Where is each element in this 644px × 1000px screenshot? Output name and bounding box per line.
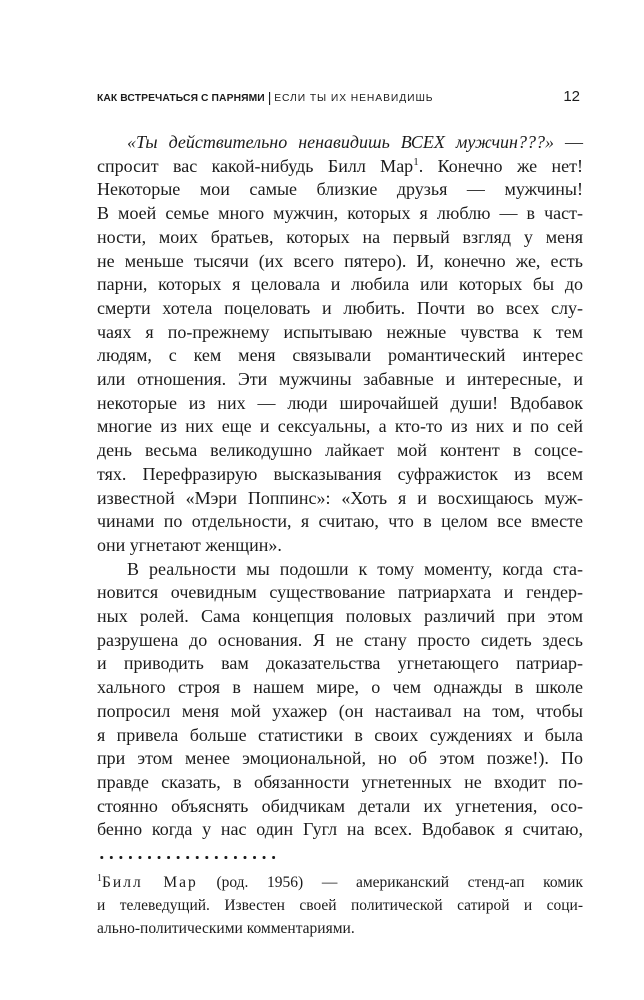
footnote [97,871,583,940]
text-line: многие из них еще и сексуальны, а кто-то из них и по сей [97,416,583,437]
text-line: ных ролей. Сама концепция половых различий при этом [97,606,583,627]
text-line: я привела больше статистики в своих суждениях и была [97,724,583,745]
page-number: 12 [563,88,580,105]
text-line: В моей семье много мужчин, которых я люблю — в част- [97,203,583,224]
text-line [97,131,583,155]
text-line: они угнетают женщин». [97,534,282,555]
text-line: В реальности мы подошли к тому моменту, когда ста- [127,558,583,579]
header-separator: | [267,89,272,105]
body-text [97,131,583,842]
text-line: смерти хотела поцеловать и любить. Почти во всех слу- [97,297,583,318]
text-line: хального строя в нашем мире, о чем однажды в школе [97,677,583,698]
opening-quote: «Ты действительно ненавидишь ВСЕХ мужчин???» [127,132,554,152]
text-line: попросил меня мой ухажер (он настаивал на том, чтобы [97,700,583,721]
text-segment: . Конечно же нет! [418,155,583,176]
text-line: ности, моих братьев, которых на первый взгляд у меня [97,226,583,247]
book-title: КАК ВСТРЕЧАТЬСЯ С ПАРНЯМИ [97,93,265,104]
text-line: людям, с кем меня связывали романтический интерес [97,345,583,366]
paragraph-1 [97,131,583,558]
footnote-line [97,871,583,894]
text-line: не меньше тысячи (их всего пятеро). И, конечно же, есть [97,250,583,271]
text-line: чаях я по-прежнему испытываю нежные чувства к тем [97,321,583,342]
text-line: или отношения. Эти мужчины забавные и интересные, и [97,369,583,390]
text-line: и приводить вам доказательства угнетающего патриар- [97,653,583,674]
text-line: известной «Мэри Поппинс»: «Хоть я и восхищаюсь муж- [97,487,583,508]
text-segment: спросит вас какой-нибудь Билл Мар [97,155,414,176]
footnote-text: (род. 1956) — американский стенд-ап комик [197,874,583,891]
footnote-line: ально-политическими комментариями. [97,920,355,937]
paragraph-2 [97,558,583,842]
text-line: Некоторые мои самые близкие друзья — мужчины! [97,179,583,200]
text-line: новится очевидным существование патриархата и гендер- [97,582,583,603]
text-line: стоянно объяснять обидчикам детали их угнетения, осо- [97,795,583,816]
text-line: при этом менее эмоциональной, но об этом позже!). По [97,748,583,769]
footnote-reference: 1 [413,155,419,168]
footnote-name: Билл Мар [102,874,198,891]
text-line: бенно когда у нас один Гугл на всех. Вдобавок я считаю, [97,819,583,840]
text-line: разрушена до основания. Я не стану просто сидеть здесь [97,629,583,650]
chapter-title: ЕСЛИ ТЫ ИХ НЕНАВИДИШЬ [274,93,434,104]
opening-dash: — [553,132,583,152]
footnote-line: и телеведущий. Известен своей политической сатирой и соци- [97,897,583,914]
footnote-marker: 1 [97,873,102,884]
text-line: день весьма великодушно лайкает мой контент в соцсе- [97,440,583,461]
text-line [97,155,583,179]
footnote-separator [97,855,279,860]
text-line: тях. Перефразирую высказывания суфражисток из всем [97,463,583,484]
text-line: парни, которых я целовала и любила или которых бы до [97,274,583,295]
text-line: некоторые из них — люди широчайшей души! Вдобавок [97,392,583,413]
text-line: правде сказать, в обязанности угнетенных не входит по- [97,771,583,792]
running-header [97,89,434,107]
text-line: чинами по отдельности, я считаю, что в целом все вместе [97,511,583,532]
